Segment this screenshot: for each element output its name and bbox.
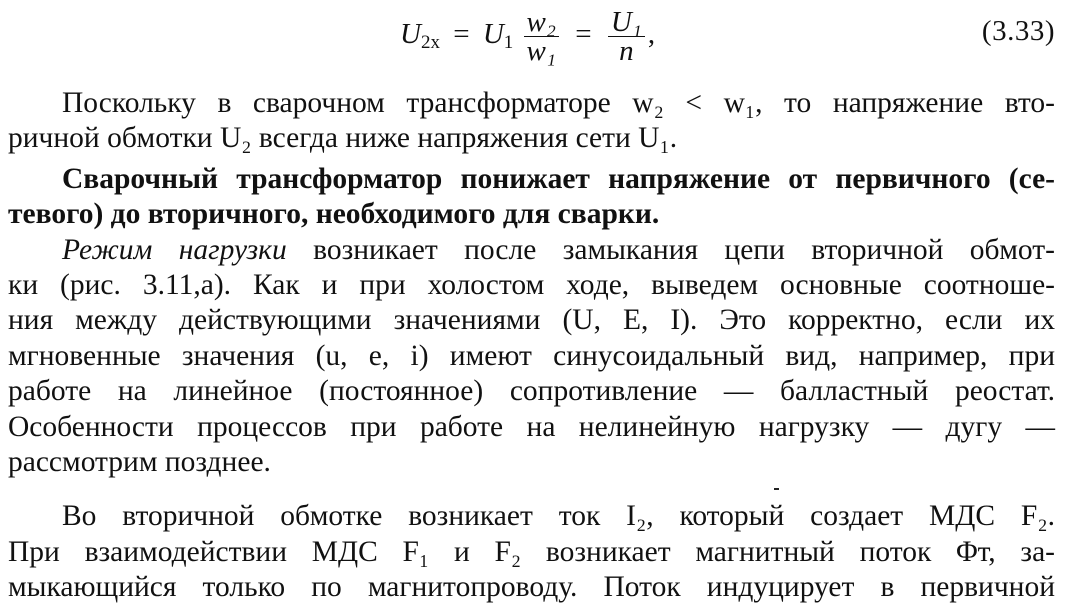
- paragraph-3-line-4: мгновенные значения (u, e, i) имеют синусоидальный вид, например, при: [8, 340, 1055, 372]
- paragraph-2-line-2: тевого) до вторичного, необходимого для сварки.: [8, 198, 660, 230]
- formula-equals-2: =: [575, 18, 592, 51]
- paragraph-3-line-2: ки (рис. 3.11,а). Как и при холостом ходе, выведем основные соотноше-: [8, 269, 1055, 301]
- formula-lhs-subscript: 2x: [420, 32, 440, 54]
- paragraph-1-line-1: Поскольку в сварочном трансформаторе w₂ < w₁, то напряжение вто-: [62, 87, 1055, 119]
- formula-equals-1: =: [453, 18, 470, 51]
- formula-fraction-turns-numerator: w₂: [524, 8, 559, 37]
- paragraph-2-line-1: Сварочный трансформатор понижает напряжение от первичного (се-: [62, 163, 1055, 195]
- formula-trailing-comma: ,: [647, 18, 656, 51]
- paragraph-3-line-1-text: возникает после замыкания цепи вторичной обмот-: [286, 234, 1055, 266]
- paragraph-3-line-7: рассмотрим позднее.: [8, 446, 271, 478]
- formula-lhs-symbol: U: [400, 18, 421, 51]
- paragraph-3-line-3: ния между действующими значениями (U, E, I). Это корректно, если их: [8, 304, 1055, 336]
- equation-row: [0, 0, 1069, 72]
- formula-fraction-turns-denominator: w₁: [526, 35, 556, 67]
- paragraph-3-line-5: работе на линейное (постоянное) сопротивление — балластный реостат.: [8, 375, 1055, 407]
- formula-fraction-turns: [524, 8, 559, 65]
- paragraph-3-italic-term: Режим нагрузки: [62, 234, 287, 266]
- paragraph-3-line-6: Особенности процессов при работе на нелинейную нагрузку — дугу —: [8, 411, 1055, 443]
- formula-fraction-ratio-denominator: n: [619, 35, 634, 67]
- paragraph-3-line-1: [62, 233, 1055, 267]
- paragraph-4-line-1: Во вторичной обмотке возникает ток I₂, который создает МДС F₂.: [62, 500, 1055, 532]
- formula-u1-symbol: U: [482, 18, 504, 51]
- formula-fraction-ratio: [608, 8, 645, 65]
- scan-speck: [774, 488, 779, 490]
- formula-fraction-ratio-numerator: U₁: [608, 8, 645, 37]
- formula-u1-subscript: 1: [503, 32, 514, 54]
- equation-3-33: [400, 8, 655, 65]
- paragraph-4-line-3: мыкающийся только по магнитопроводу. Поток индуцирует в первичной: [8, 571, 1055, 603]
- paragraph-4-line-2: При взаимодействии МДС F₁ и F₂ возникает магнитный поток Φт, за-: [8, 536, 1055, 568]
- equation-number: (3.33): [981, 15, 1055, 47]
- paragraph-1-line-2: ричной обмотки U₂ всегда ниже напряжения сети U₁.: [8, 122, 678, 154]
